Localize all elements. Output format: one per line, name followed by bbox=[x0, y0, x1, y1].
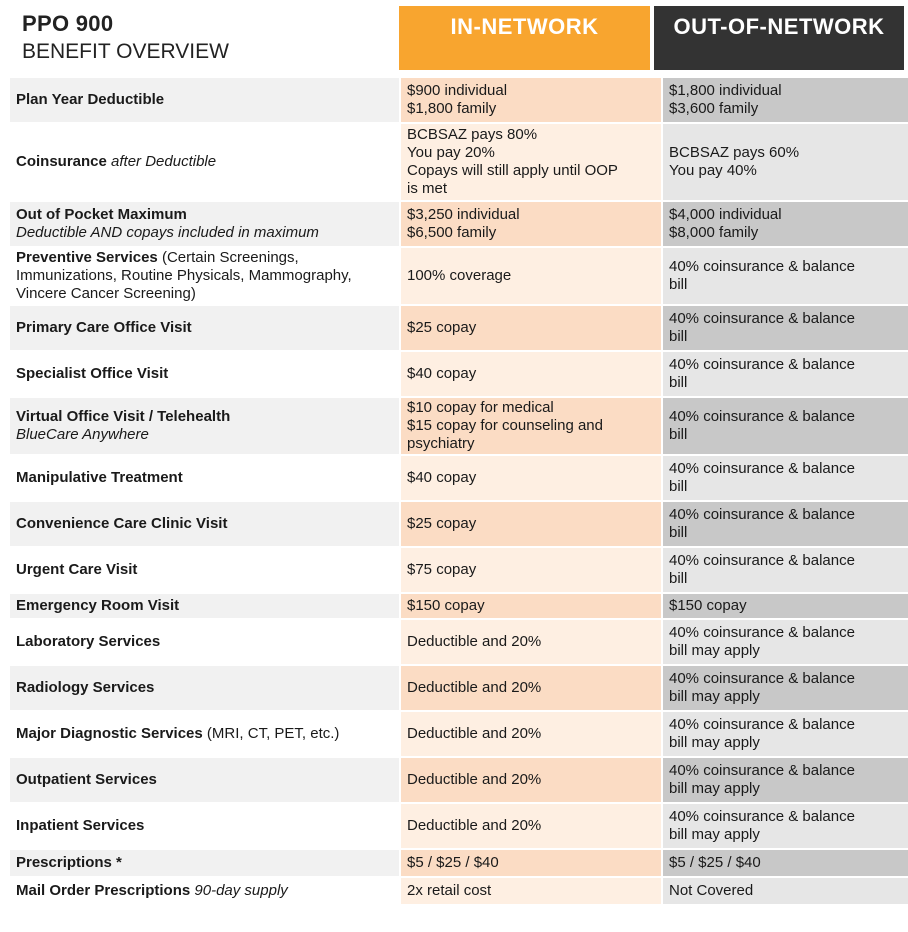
out-of-network-value: $5 / $25 / $40 bbox=[669, 854, 761, 871]
benefits-table bbox=[10, 76, 908, 906]
in-network-value: Deductible and 20% bbox=[407, 771, 542, 788]
table-row bbox=[10, 620, 908, 664]
table-row bbox=[10, 594, 908, 618]
service-cell bbox=[10, 398, 399, 454]
in-network-value: $40 copay bbox=[407, 365, 477, 382]
service-name: Mail Order Prescriptions bbox=[16, 882, 191, 899]
out-of-network-value: 40% coinsurance & balance bbox=[669, 506, 855, 523]
out-of-network-value: 40% coinsurance & balance bbox=[669, 310, 855, 327]
out-of-network-value: bill bbox=[669, 276, 688, 293]
out-of-network-value: bill bbox=[669, 478, 688, 495]
out-of-network-cell bbox=[661, 248, 908, 304]
out-of-network-value: bill bbox=[669, 426, 688, 443]
service-name: Preventive Services bbox=[16, 249, 158, 266]
service-cell bbox=[10, 758, 399, 802]
out-of-network-cell bbox=[661, 758, 908, 802]
table-row bbox=[10, 202, 908, 246]
table-row bbox=[10, 804, 908, 848]
in-network-cell bbox=[399, 850, 661, 876]
service-name: Specialist Office Visit bbox=[16, 365, 169, 382]
table-row bbox=[10, 850, 908, 876]
out-of-network-cell bbox=[661, 306, 908, 350]
out-of-network-value: $3,600 family bbox=[669, 100, 759, 117]
in-network-cell bbox=[399, 456, 661, 500]
in-network-cell bbox=[399, 758, 661, 802]
service-name: Major Diagnostic Services bbox=[16, 725, 203, 742]
out-of-network-value: 40% coinsurance & balance bbox=[669, 808, 855, 825]
service-name: Plan Year Deductible bbox=[16, 91, 165, 108]
service-note: 90-day supply bbox=[190, 882, 288, 899]
out-of-network-value: 40% coinsurance & balance bbox=[669, 624, 855, 641]
out-of-network-cell bbox=[661, 398, 908, 454]
out-of-network-value: 40% coinsurance & balance bbox=[669, 716, 855, 733]
in-network-header: IN-NETWORK bbox=[399, 6, 650, 70]
service-name: Laboratory Services bbox=[16, 633, 161, 650]
in-network-cell bbox=[399, 878, 661, 904]
in-network-cell bbox=[399, 202, 661, 246]
service-detail: (MRI, CT, PET, etc.) bbox=[202, 725, 340, 742]
service-cell bbox=[10, 712, 399, 756]
out-of-network-cell bbox=[661, 804, 908, 848]
service-name: Convenience Care Clinic Visit bbox=[16, 515, 228, 532]
service-cell bbox=[10, 306, 399, 350]
table-row bbox=[10, 306, 908, 350]
in-network-value: $1,800 family bbox=[407, 100, 497, 117]
in-network-value: $900 individual bbox=[407, 82, 508, 99]
out-of-network-value: 40% coinsurance & balance bbox=[669, 258, 855, 275]
out-of-network-value: bill may apply bbox=[669, 780, 760, 797]
out-of-network-value: $1,800 individual bbox=[669, 82, 782, 99]
out-of-network-cell bbox=[661, 352, 908, 396]
in-network-cell bbox=[399, 306, 661, 350]
service-note: Deductible AND copays included in maximum bbox=[16, 224, 319, 241]
out-of-network-value: 40% coinsurance & balance bbox=[669, 356, 855, 373]
service-name: Manipulative Treatment bbox=[16, 469, 183, 486]
service-note: BlueCare Anywhere bbox=[16, 426, 149, 443]
in-network-value: $3,250 individual bbox=[407, 206, 520, 223]
out-of-network-cell bbox=[661, 712, 908, 756]
in-network-cell bbox=[399, 124, 661, 200]
out-of-network-value: bill may apply bbox=[669, 734, 760, 751]
in-network-value: $10 copay for medical bbox=[407, 399, 554, 416]
out-of-network-value: 40% coinsurance & balance bbox=[669, 670, 855, 687]
out-of-network-cell bbox=[661, 456, 908, 500]
table-row bbox=[10, 712, 908, 756]
in-network-cell bbox=[399, 594, 661, 618]
in-network-value: BCBSAZ pays 80% bbox=[407, 126, 538, 143]
in-network-cell bbox=[399, 398, 661, 454]
out-of-network-value: 40% coinsurance & balance bbox=[669, 460, 855, 477]
in-network-value: You pay 20% bbox=[407, 144, 495, 161]
out-of-network-value: $4,000 individual bbox=[669, 206, 782, 223]
out-of-network-cell bbox=[661, 124, 908, 200]
out-of-network-cell bbox=[661, 850, 908, 876]
in-network-value: Deductible and 20% bbox=[407, 725, 542, 742]
service-cell bbox=[10, 594, 399, 618]
out-of-network-value: BCBSAZ pays 60% bbox=[669, 144, 800, 161]
out-of-network-header: OUT-OF-NETWORK bbox=[654, 6, 904, 70]
out-of-network-value: bill bbox=[669, 328, 688, 345]
plan-subtitle: BENEFIT OVERVIEW bbox=[22, 40, 229, 63]
in-network-value: $40 copay bbox=[407, 469, 477, 486]
in-network-cell bbox=[399, 712, 661, 756]
out-of-network-value: 40% coinsurance & balance bbox=[669, 408, 855, 425]
in-network-cell bbox=[399, 352, 661, 396]
service-name: Inpatient Services bbox=[16, 817, 145, 834]
in-network-value: $15 copay for counseling and bbox=[407, 417, 603, 434]
out-of-network-value: bill may apply bbox=[669, 826, 760, 843]
out-of-network-cell bbox=[661, 666, 908, 710]
out-of-network-value: Not Covered bbox=[669, 882, 754, 899]
out-of-network-cell bbox=[661, 548, 908, 592]
in-network-cell bbox=[399, 620, 661, 664]
out-of-network-value: 40% coinsurance & balance bbox=[669, 762, 855, 779]
in-network-value: $6,500 family bbox=[407, 224, 497, 241]
in-network-cell bbox=[399, 804, 661, 848]
service-name: Virtual Office Visit / Telehealth bbox=[16, 408, 231, 425]
out-of-network-value: bill may apply bbox=[669, 688, 760, 705]
in-network-value: Deductible and 20% bbox=[407, 679, 542, 696]
table-row bbox=[10, 398, 908, 454]
service-name: Radiology Services bbox=[16, 679, 155, 696]
table-row bbox=[10, 352, 908, 396]
in-network-cell bbox=[399, 78, 661, 122]
in-network-cell bbox=[399, 666, 661, 710]
table-row bbox=[10, 548, 908, 592]
service-name: Out of Pocket Maximum bbox=[16, 206, 187, 223]
table-row bbox=[10, 78, 908, 122]
out-of-network-value: bill may apply bbox=[669, 642, 760, 659]
table-row bbox=[10, 248, 908, 304]
in-network-value: psychiatry bbox=[407, 435, 475, 452]
out-of-network-cell bbox=[661, 502, 908, 546]
in-network-value: $25 copay bbox=[407, 515, 477, 532]
in-network-value: Copays will still apply until OOP bbox=[407, 162, 618, 179]
in-network-value: $75 copay bbox=[407, 561, 477, 578]
out-of-network-value: You pay 40% bbox=[669, 162, 757, 179]
in-network-cell bbox=[399, 248, 661, 304]
in-network-value: 2x retail cost bbox=[407, 882, 492, 899]
in-network-value: Deductible and 20% bbox=[407, 633, 542, 650]
service-cell bbox=[10, 202, 399, 246]
in-network-value: Deductible and 20% bbox=[407, 817, 542, 834]
out-of-network-cell bbox=[661, 202, 908, 246]
service-name: Urgent Care Visit bbox=[16, 561, 138, 578]
table-row bbox=[10, 456, 908, 500]
plan-title-block bbox=[22, 10, 229, 66]
service-detail: Immunizations, Routine Physicals, Mammography, bbox=[16, 267, 352, 284]
out-of-network-value: $150 copay bbox=[669, 597, 747, 614]
in-network-cell bbox=[399, 548, 661, 592]
service-detail: (Certain Screenings, bbox=[157, 249, 299, 266]
in-network-value: is met bbox=[407, 180, 448, 197]
service-detail: Vincere Cancer Screening) bbox=[16, 285, 196, 302]
table-row bbox=[10, 758, 908, 802]
in-network-value: $25 copay bbox=[407, 319, 477, 336]
service-name: Coinsurance bbox=[16, 153, 107, 170]
table-row bbox=[10, 666, 908, 710]
service-name: Primary Care Office Visit bbox=[16, 319, 192, 336]
service-cell bbox=[10, 456, 399, 500]
table-row bbox=[10, 878, 908, 904]
service-name: Emergency Room Visit bbox=[16, 597, 180, 614]
table-row bbox=[10, 502, 908, 546]
service-cell bbox=[10, 666, 399, 710]
table-row bbox=[10, 124, 908, 200]
service-name: Outpatient Services bbox=[16, 771, 157, 788]
out-of-network-cell bbox=[661, 878, 908, 904]
out-of-network-value: $8,000 family bbox=[669, 224, 759, 241]
service-cell bbox=[10, 124, 399, 200]
out-of-network-value: bill bbox=[669, 374, 688, 391]
in-network-value: $150 copay bbox=[407, 597, 485, 614]
in-network-cell bbox=[399, 502, 661, 546]
plan-name: PPO 900 bbox=[22, 11, 114, 36]
out-of-network-cell bbox=[661, 620, 908, 664]
service-cell bbox=[10, 850, 399, 876]
out-of-network-cell bbox=[661, 594, 908, 618]
service-cell bbox=[10, 352, 399, 396]
service-cell bbox=[10, 502, 399, 546]
service-cell bbox=[10, 248, 399, 304]
service-cell bbox=[10, 620, 399, 664]
service-note: after Deductible bbox=[106, 153, 217, 170]
out-of-network-value: bill bbox=[669, 524, 688, 541]
out-of-network-value: 40% coinsurance & balance bbox=[669, 552, 855, 569]
out-of-network-cell bbox=[661, 78, 908, 122]
service-cell bbox=[10, 78, 399, 122]
service-name: Prescriptions * bbox=[16, 854, 122, 871]
service-cell bbox=[10, 548, 399, 592]
service-cell bbox=[10, 878, 399, 904]
out-of-network-value: bill bbox=[669, 570, 688, 587]
in-network-value: $5 / $25 / $40 bbox=[407, 854, 499, 871]
service-cell bbox=[10, 804, 399, 848]
in-network-value: 100% coverage bbox=[407, 267, 512, 284]
